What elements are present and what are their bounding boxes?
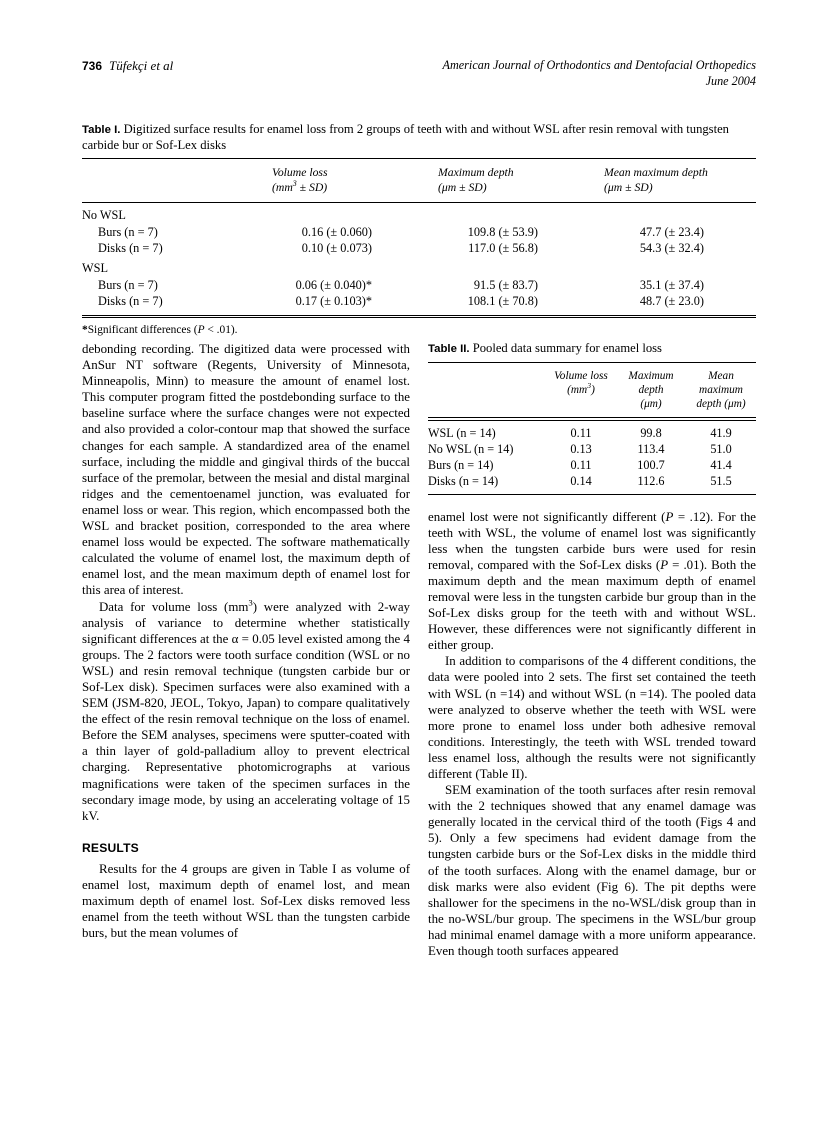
table-1-row-label-1-1: Disks (n = 7) (98, 294, 163, 309)
table-2-header-volume-loss-line2: $(mm^3)$ (567, 381, 595, 397)
table-1-row-label-0-0: Burs (n = 7) (98, 224, 158, 239)
paragraph-left-2-b: ) were analyzed with 2-way analysis of variance to determine whether statistically significant differences at the α = 0.05 level existed among the 4 groups. The 2 factors were tooth surface condition (WSL or no WSL) and resin removal technique (tungsten carbide bur or Sof-Lex disk). Specimen surfaces were also examined with a SEM (JSM-820, JEOL, Tokyo, Japan) to compare qualitatively the effect of the resin removal technique on the loss of enamel. Before the SEM analyses, specimens were sputter-coated with a thin layer of gold-palladium alloy to prevent electrical charging. Representative photomicrographs at various magnifications were taken of the specimen surfaces in the secondary image mode, by using an accelerating voltage of 15 kV. (82, 599, 410, 823)
table-2-header-volume-loss-line1: Volume loss (554, 370, 608, 383)
running-head-left (82, 58, 173, 74)
table-1-header-maximum-depth (424, 159, 590, 202)
table-1-cell-maxdepth-1-1: 108.1 (± 70.8) (467, 294, 538, 309)
table-2-cell-maxdepth-2: 100.7 (637, 458, 665, 473)
table-1-cell-meandepth-0-0: 47.7 (± 23.4) (639, 224, 704, 239)
paragraph-left-2-a: Data for volume loss (mm (99, 599, 249, 614)
table-1-cell-volume-0-1: 0.10 (± 0.073) (301, 241, 372, 256)
table-1-caption (82, 122, 756, 153)
section-heading-results: RESULTS (82, 840, 139, 855)
table-row (428, 473, 756, 493)
table-row (82, 277, 756, 293)
table-1-body-grid (82, 203, 756, 314)
table-2-body-grid (428, 421, 756, 494)
table-row (82, 240, 756, 256)
table-1-header-maximum-depth-line1: Maximum depth (438, 166, 514, 180)
table-2-header-blank (428, 363, 546, 417)
paragraph-left-3: Results for the 4 groups are given in Table I as volume of enamel lost, maximum depth of enamel lost, and mean maximum depth of enamel lost. Sof-Lex disks removed less enamel from the teeth without WSL than the tungsten carbide burs, but the mean volumes of (82, 861, 410, 941)
journal-title: American Journal of Orthodontics and Dentofacial Orthopedics (442, 58, 756, 72)
issue-date: June 2004 (705, 73, 756, 88)
table-row (82, 203, 756, 223)
table-1-header-maximum-depth-line2: (μm ± SD) (438, 180, 487, 194)
table-2-cell-maxdepth-3: 112.6 (637, 474, 665, 489)
table-2-cell-volume-2: 0.11 (570, 458, 592, 473)
table-2-header-maximum-depth-line2: (μm) (640, 398, 662, 411)
table-1-label: Table I. (82, 124, 121, 136)
body-column-right (428, 341, 756, 959)
table-2-cell-meandepth-1: 51.0 (710, 441, 732, 456)
table-row (82, 256, 756, 276)
table-2-row-label-1: No WSL (n = 14) (428, 441, 514, 456)
table-2-header-row (428, 363, 756, 417)
paragraph-right-1 (428, 509, 756, 654)
paragraph-left-1: debonding recording. The digitized data were processed with AnSur NT software (Regents, University of Minnesota, Minneapolis, Minn) to measure the amount of enamel lost. This computer program fitted the postdebonding surface to the baseline surface where the surface changes were not expected and also provided a color-contour map that showed the surface changes for each sample. A standardized area of the enamel surface, including the middle and gingival thirds of the buccal surface of the premolar, between the mesial and distal marginal ridges and the cementoenamel junction, was evaluated for enamel loss or wear. This region, which encompassed both the WSL and bracket position, corresponded to the area where enamel loss would be expected. The software mathematically calculated the volume of enamel lost, the maximum depth of enamel lost, and the mean maximum depth of enamel lost for this area of interest. (82, 342, 410, 598)
table-1-header-mean-maximum-depth-line1: Mean maximum depth (604, 166, 708, 180)
table-2-header-mean-maximum-depth-line2: depth (μm) (696, 398, 746, 411)
table-2-cell-meandepth-3: 51.5 (710, 474, 732, 489)
paragraph-right-1-c: = .01). Both the maximum depth and the mean maximum depth of enamel removal were less in the tungsten carbide bur group than in the Sof-Lex disks group for the teeth with and without WSL. However, these differences were not significantly different in either group. (428, 557, 756, 653)
table-row (428, 441, 756, 457)
table-row (428, 421, 756, 441)
table-2-caption-text: Pooled data summary for enamel loss (472, 341, 662, 355)
table-1-header-volume-loss-line1: Volume loss (272, 166, 328, 180)
table-1-grid (82, 159, 756, 202)
table-1-cell-maxdepth-0-0: 109.8 (± 53.9) (467, 224, 538, 239)
table-2-row-label-3: Disks (n = 14) (428, 474, 499, 489)
paragraph-right-2: In addition to comparisons of the 4 different conditions, the data were pooled into 2 sets. The first set contained the teeth with WSL (n =14) and without WSL (n =14). The pooled data were analyzed to observe whether the teeth with WSL were more prone to enamel loss under both adhesive removal conditions. Interestingly, the teeth with WSL trended toward less enamel loss, although the results were not significantly different (Table II). (428, 654, 756, 782)
table-row (82, 224, 756, 240)
body-column-left (82, 341, 410, 941)
table-2-header-volume-loss (546, 363, 616, 417)
table-1-cell-volume-1-1: 0.17 (± 0.103)* (295, 294, 372, 309)
table-1-group-name-0: No WSL (82, 208, 126, 223)
table-1-header-row (82, 159, 756, 202)
table-2-row-label-0: WSL (n = 14) (428, 425, 496, 440)
table-1-body (82, 203, 756, 314)
table-1-footnote-tail: < .01). (204, 324, 238, 337)
table-2-cell-maxdepth-1: 113.4 (637, 441, 665, 456)
table-1-cell-meandepth-1-1: 48.7 (± 23.0) (639, 294, 704, 309)
paragraph-right-1-b: = .12). For the teeth with WSL, the volume of enamel lost was significantly less when the tungsten carbide burs were used for resin removal, compared with the Sof-Lex disks ( (428, 509, 756, 572)
table-1-footnote-p: P (197, 324, 205, 337)
running-head-authors: Tüfekçi et al (109, 58, 174, 73)
paragraph-left-2 (82, 599, 410, 824)
table-2 (428, 341, 756, 495)
table-1 (82, 122, 756, 337)
table-1-footnote (82, 318, 756, 337)
table-2-header-mean-maximum-depth (686, 363, 756, 417)
table-2-cell-volume-0: 0.11 (570, 425, 592, 440)
p-value-symbol-1: P (665, 509, 674, 524)
table-1-group-name-1: WSL (82, 261, 108, 276)
table-1-head (82, 159, 756, 202)
table-1-footnote-text: Significant differences ( (87, 324, 198, 337)
table-2-caption (428, 341, 756, 357)
table-1-cell-meandepth-0-1: 54.3 (± 32.4) (639, 241, 704, 256)
table-1-header-volume-loss (258, 159, 424, 202)
table-1-cell-maxdepth-0-1: 117.0 (± 56.8) (468, 241, 538, 256)
table-2-header-mean-maximum-depth-line1: Mean maximum (699, 370, 743, 397)
running-head (82, 58, 756, 98)
table-row (428, 457, 756, 473)
paragraph-right-1-a: enamel lost were not significantly different ( (428, 509, 666, 524)
table-2-row-label-2: Burs (n = 14) (428, 458, 494, 473)
table-1-footnote-marker: * (82, 324, 88, 337)
table-1-header-volume-loss-line2: $(mm^3 \pm SD)$ (272, 178, 328, 194)
table-2-grid (428, 363, 756, 417)
table-1-header-blank (82, 159, 258, 202)
table-1-header-mean-maximum-depth-line2: (μm ± SD) (604, 180, 653, 194)
mm-cubed-superscript: 3 (248, 597, 253, 608)
table-2-header-maximum-depth-line1: Maximum depth (628, 370, 674, 397)
table-1-row-label-1-0: Burs (n = 7) (98, 277, 158, 292)
table-1-caption-text: Digitized surface results for enamel loss from 2 groups of teeth with and without WSL after resin removal with tungsten carbide bur or Sof-Lex disks (82, 122, 729, 153)
running-head-right (443, 58, 756, 89)
paragraph-right-3: SEM examination of the tooth surfaces after resin removal with the 2 techniques showed that any enamel damage was generally located in the cervical third of the tooth (Figs 4 and 5). Only a few specimens had evident damage from the tungsten carbide burs or the Sof-Lex disks in the middle third of the tooth surfaces. Along with the enamel damage, bur or disk marks were also evident (Fig 6). The pit depths were shallower for the specimens in the no-WSL/disk group than in the no-WSL/bur group. The specimens in the WSL/bur group had minimal enamel damage with a more uniform appearance. Even though tooth surfaces appeared (428, 783, 756, 959)
table-2-cell-meandepth-0: 41.9 (710, 425, 732, 440)
table-2-cell-meandepth-2: 41.4 (710, 458, 732, 473)
table-2-cell-volume-1: 0.13 (570, 441, 592, 456)
table-1-header-mean-maximum-depth (590, 159, 756, 202)
table-2-cell-maxdepth-0: 99.8 (640, 425, 662, 440)
table-1-row-label-0-1: Disks (n = 7) (98, 241, 163, 256)
table-2-bottom-rule (428, 494, 756, 495)
table-1-cell-maxdepth-1-0: 91.5 (± 83.7) (473, 277, 538, 292)
table-1-cell-meandepth-1-0: 35.1 (± 37.4) (639, 277, 704, 292)
table-2-body (428, 421, 756, 494)
table-2-label: Table II. (428, 343, 470, 355)
page-number: 736 (82, 59, 103, 73)
table-1-cell-volume-0-0: 0.16 (± 0.060) (301, 224, 372, 239)
p-value-symbol-2: P (660, 557, 669, 572)
table-2-header-maximum-depth (616, 363, 686, 417)
table-1-cell-volume-1-0: 0.06 (± 0.040)* (295, 277, 372, 292)
table-2-cell-volume-3: 0.14 (570, 474, 592, 489)
table-2-head (428, 363, 756, 417)
table-row (82, 293, 756, 314)
